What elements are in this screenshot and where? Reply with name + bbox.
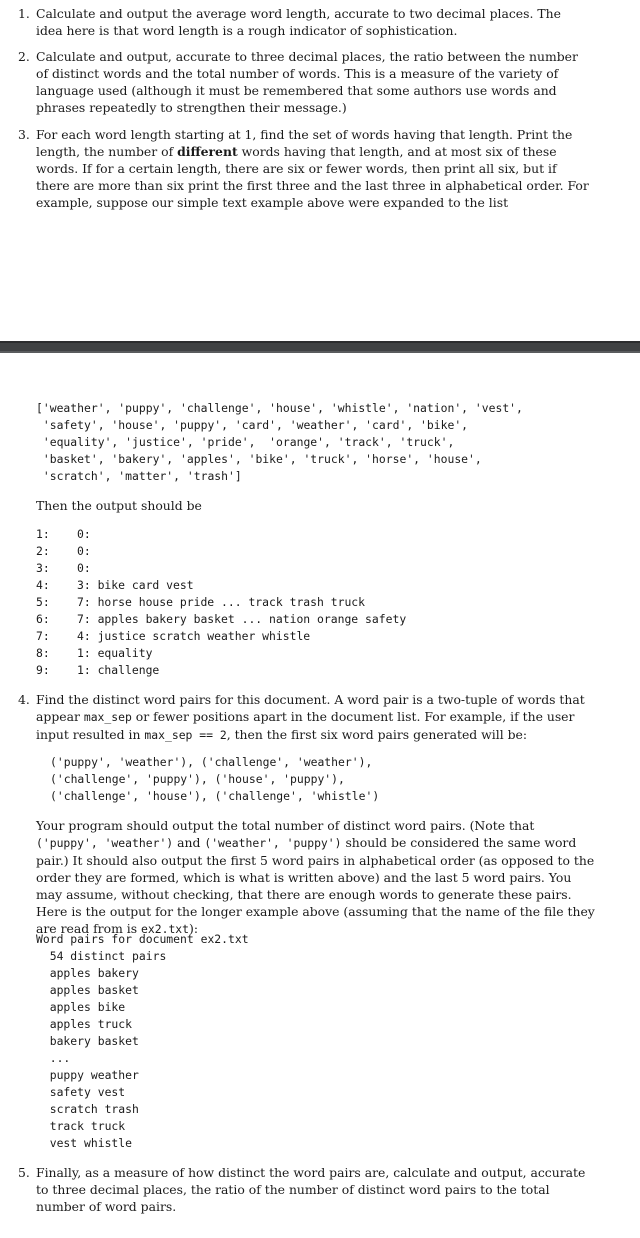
- item-text-part: For each word length starting at 1, find the set of words having that length. Print the length, the number of: [36, 127, 573, 159]
- line-number: 1:: [36, 527, 50, 541]
- line-number: 5:: [36, 595, 50, 609]
- emphasis-text: different: [177, 144, 238, 159]
- output-text: 4: justice scratch weather whistle: [77, 629, 311, 643]
- line-number: 4:: [36, 578, 50, 592]
- paragraph-text: Your program should output the total number of distinct word pairs. (Note that: [36, 818, 535, 833]
- list-item-3: [18, 126, 590, 211]
- code-line: vest whistle: [36, 1136, 133, 1150]
- page-separator-bar: [0, 341, 640, 353]
- code-line: 'equality', 'justice', 'pride', 'orange', 'track', 'truck',: [36, 435, 455, 449]
- paragraph-text: ):: [189, 921, 199, 936]
- pairs-example-code: [50, 754, 379, 805]
- code-line: ['weather', 'puppy', 'challenge', 'house', 'whistle', 'nation', 'vest',: [36, 401, 523, 415]
- list-item-4: [18, 691, 590, 744]
- item-number: 1.: [18, 6, 30, 21]
- code-line: Word pairs for document ex2.txt: [36, 932, 249, 946]
- output-row: [36, 645, 406, 662]
- inline-code: ('weather', 'puppy'): [204, 836, 342, 850]
- item-number: 2.: [18, 49, 30, 64]
- output-text: 3: bike card vest: [77, 578, 194, 592]
- item-text-part: or fewer positions apart in the document list. For example, if the user input resulted in: [36, 709, 575, 742]
- output-text: 0:: [77, 561, 91, 575]
- code-line: scratch trash: [36, 1102, 139, 1116]
- line-number: 9:: [36, 663, 50, 677]
- item-text-part: , then the first six word pairs generated will be:: [226, 727, 528, 742]
- inline-code: max_sep == 2: [144, 728, 227, 742]
- list-item-2: [18, 48, 590, 116]
- code-line: apples bike: [36, 1000, 126, 1014]
- line-number: 8:: [36, 646, 50, 660]
- output-row: [36, 611, 406, 628]
- output-text: 7: apples bakery basket ... nation orange safety: [77, 612, 407, 626]
- output-text: 0:: [77, 544, 91, 558]
- pairs-paragraph: [36, 817, 596, 938]
- output-text: 1: equality: [77, 646, 153, 660]
- code-line: ('challenge', 'house'), ('challenge', 'whistle'): [50, 789, 380, 803]
- paragraph-text: should be considered the same word pair.) It should also output the first 5 word pairs in alphabetical order (as opposed to the order they are formed, which is what is written above) and the last 5 word pairs. You may assume, without checking, that there are enough words to generate these pairs. Here is the output for the longer example above (assuming that the name of the file they are read from is: [36, 835, 595, 936]
- code-line: 'scratch', 'matter', 'trash']: [36, 469, 242, 483]
- code-line: ('puppy', 'weather'), ('challenge', 'weather'),: [50, 755, 373, 769]
- inline-code: ex2.txt: [141, 922, 190, 936]
- code-line: 'safety', 'house', 'puppy', 'card', 'weather', 'card', 'bike',: [36, 418, 469, 432]
- output-text: 0:: [77, 527, 91, 541]
- item-number: 5.: [18, 1165, 30, 1180]
- code-line: track truck: [36, 1119, 126, 1133]
- item-text: [36, 126, 590, 211]
- code-line: safety vest: [36, 1085, 126, 1099]
- line-number: 7:: [36, 629, 50, 643]
- output-row: [36, 577, 406, 594]
- code-line: puppy weather: [36, 1068, 139, 1082]
- item-text-part: words having that length, and at most six of these words. If for a certain length, there are six or fewer words, then print all six, but if there are more than six print the first three and the last three in alphabetical order. For example, suppose our simple text example above were expanded to the list: [36, 144, 589, 210]
- output-text: 7: horse house pride ... track trash truck: [77, 595, 366, 609]
- line-number: 2:: [36, 544, 50, 558]
- item-text: Calculate and output, accurate to three decimal places, the ratio between the number of distinct words and the total number of words. This is a measure of the variety of language used (although it must be remembered that some authors use words and phrases repeatedly to strengthen their message.): [36, 49, 578, 115]
- output-row: [36, 628, 406, 645]
- item-text: Calculate and output the average word length, accurate to two decimal places. The idea here is that word length is a rough indicator of sophistication.: [36, 6, 561, 38]
- output-row: [36, 560, 406, 577]
- length-output-code: [36, 526, 406, 679]
- output-row: [36, 662, 406, 679]
- code-line: apples bakery: [36, 966, 139, 980]
- code-line: bakery basket: [36, 1034, 139, 1048]
- item-text: Finally, as a measure of how distinct the word pairs are, calculate and output, accurate to three decimal places, the ratio of the number of distinct word pairs to the total number of word pairs.: [36, 1165, 586, 1214]
- code-line: ...: [36, 1051, 71, 1065]
- output-text: 1: challenge: [77, 663, 160, 677]
- line-number: 3:: [36, 561, 50, 575]
- then-output-text: Then the output should be: [36, 498, 202, 513]
- list-item-5: [18, 1164, 590, 1215]
- item-number: 3.: [18, 127, 30, 142]
- item-text: [36, 691, 590, 744]
- code-line: apples basket: [36, 983, 139, 997]
- item-number: 4.: [18, 692, 30, 707]
- code-line: 54 distinct pairs: [36, 949, 167, 963]
- inline-code: max_sep: [83, 710, 132, 724]
- inline-code: ('puppy', 'weather'): [36, 836, 174, 850]
- item-text-part: Find the distinct word pairs for this document. A word pair is a two-tuple of words that appear: [36, 692, 585, 724]
- paragraph-text: and: [173, 835, 205, 850]
- line-number: 6:: [36, 612, 50, 626]
- output-row: [36, 594, 406, 611]
- output-row: [36, 526, 406, 543]
- list-item-1: [18, 5, 590, 39]
- code-line: apples truck: [36, 1017, 133, 1031]
- pairs-output-code: [36, 931, 249, 1152]
- code-line: ('challenge', 'puppy'), ('house', 'puppy'),: [50, 772, 345, 786]
- output-row: [36, 543, 406, 560]
- code-line: 'basket', 'bakery', 'apples', 'bike', 'truck', 'horse', 'house',: [36, 452, 482, 466]
- word-list-code: [36, 400, 523, 485]
